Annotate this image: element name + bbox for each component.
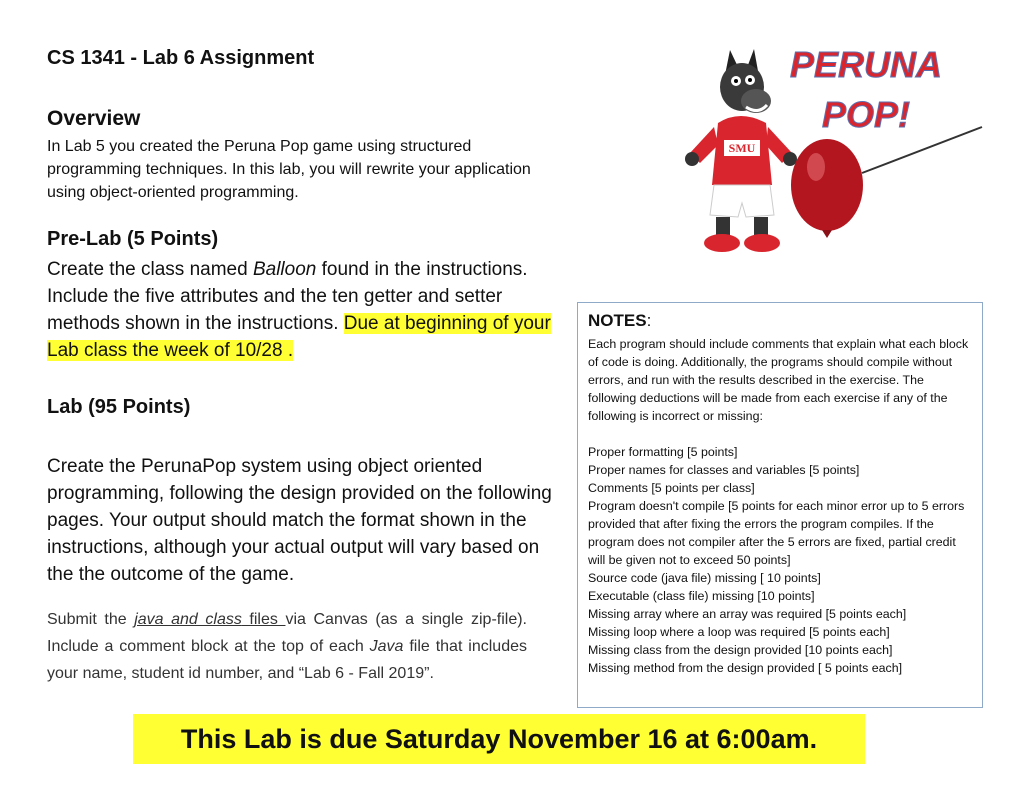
notes-item: Executable (class file) missing [10 points] <box>588 589 815 603</box>
prelab-text-2: found in the instructions. Include the five attributes and the ten getter and setter methods shown in the instructions. <box>47 259 528 334</box>
notes-title-colon: : <box>646 311 652 330</box>
submit-text-2: via Canvas (as a single zip-file). Include a comment block at the top of each <box>47 611 527 655</box>
notes-item: Proper names for classes and variables [5 points] <box>588 463 860 477</box>
notes-title-text: NOTES <box>588 311 647 330</box>
overview-heading: Overview <box>47 107 141 130</box>
lab-text: Create the PerunaPop system using object oriented programming, following the design provided on the following pages. Your output should match the format shown in the instructions, although your actual output will vary based on the the outcome of the game. <box>47 456 552 585</box>
balloon-icon <box>791 139 863 238</box>
mascot-figure <box>685 49 797 252</box>
due-date-banner: This Lab is due Saturday November 16 at 6:00am. <box>133 714 865 764</box>
lab-heading: Lab (95 Points) <box>47 396 191 418</box>
peruna-pop-logo <box>670 35 990 265</box>
notes-item: Proper formatting [5 points] <box>588 445 738 459</box>
notes-item: Program doesn't compile [5 points for each minor error up to 5 errors provided that after fixing the errors the program compiles. If the program does not compiler after the 5 errors are fixed, partial credit will be given not to exceed 50 points] <box>588 499 965 567</box>
submit-instructions <box>47 606 527 687</box>
prelab-heading: Pre-Lab (5 Points) <box>47 228 219 250</box>
overview-text: In Lab 5 you created the Peruna Pop game using structured programming techniques. In this lab, you will rewrite your application using object-oriented programming. <box>47 138 531 201</box>
course-title: CS 1341 - Lab 6 Assignment <box>47 47 315 69</box>
notes-title <box>588 311 972 331</box>
submit-text-3: file that includes your name, student id number, and “Lab 6 - Fall 2019”. <box>47 638 527 682</box>
logo-title-line2: POP! <box>821 94 911 135</box>
logo-title-line1: PERUNA <box>789 44 943 85</box>
notes-item: Missing array where an array was required [5 points each] <box>588 607 907 621</box>
submit-java-class: java and class <box>134 611 242 628</box>
notes-item: Comments [5 points per class] <box>588 481 755 495</box>
notes-item: Missing class from the design provided [10 points each] <box>588 643 893 657</box>
prelab-due-highlight: Due at beginning of your Lab class the week of 10/28 . <box>47 313 551 361</box>
submit-java: Java <box>369 638 404 655</box>
notes-intro: Each program should include comments that explain what each block of code is doing. Additionally, the programs should compile without errors, and run with the results described in the exercise. The following deductions will be made from each exercise if any of the following is incorrect or missing: <box>588 337 969 423</box>
notes-item: Missing method from the design provided [ 5 points each] <box>588 661 903 675</box>
prelab-class-name: Balloon <box>252 259 317 280</box>
peruna-pop-illustration <box>670 35 990 265</box>
notes-list <box>588 443 972 677</box>
submit-files: files <box>241 611 286 628</box>
submit-text-1: Submit the <box>47 611 135 628</box>
notes-box <box>577 302 983 708</box>
mascot-shirt-label: SMU <box>728 141 756 155</box>
notes-item: Missing loop where a loop was required [5 points each] <box>588 625 890 639</box>
notes-item: Source code (java file) missing [ 10 points] <box>588 571 821 585</box>
prelab-text <box>47 256 577 364</box>
prelab-text-1: Create the class named <box>47 259 253 280</box>
